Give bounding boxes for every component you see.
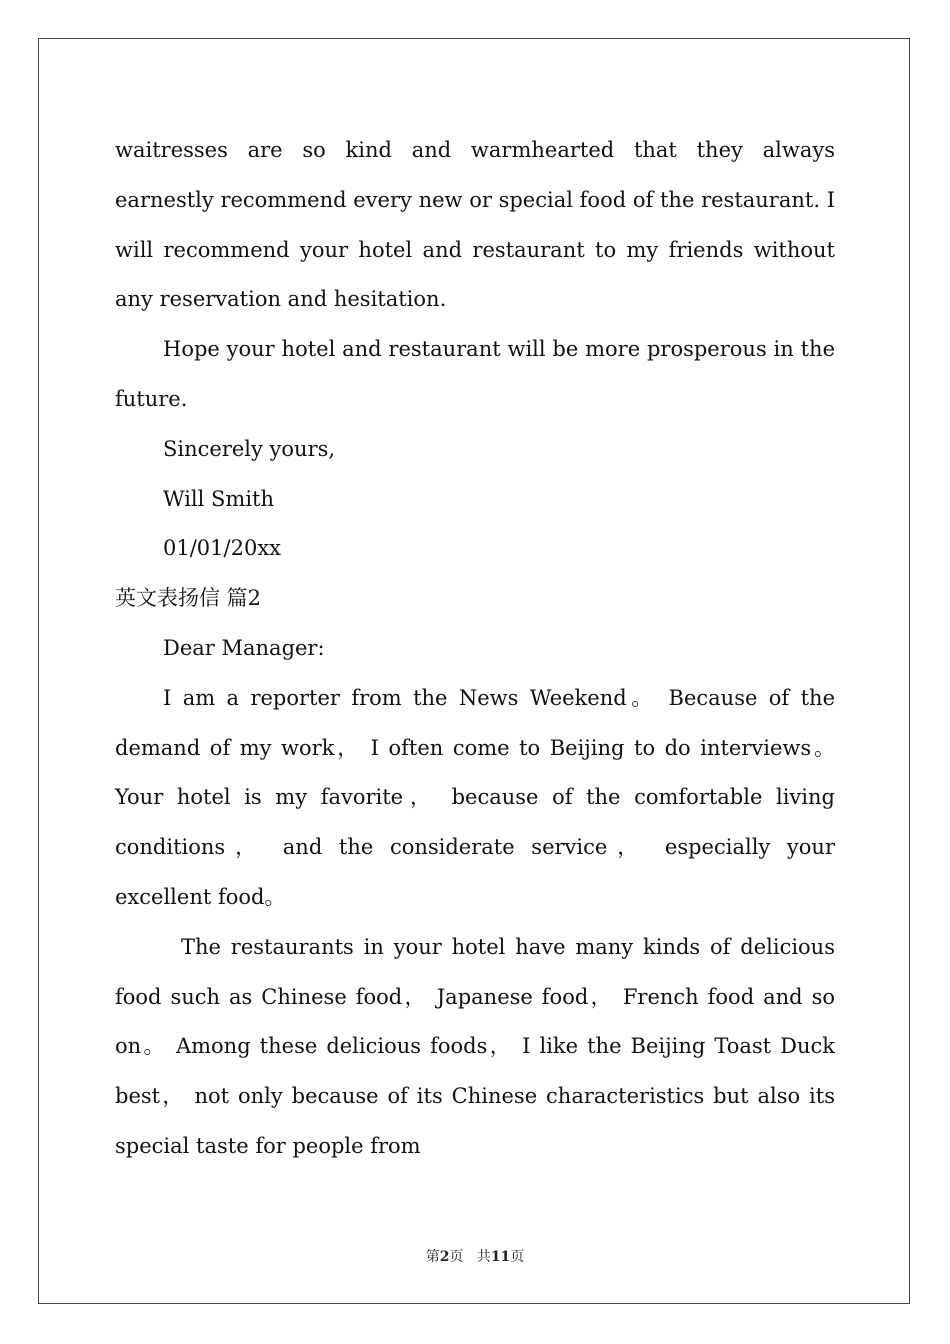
signature-name: Will Smith	[163, 486, 275, 511]
paragraph-wish: Hope your hotel and restaurant will be more prosperous in the future.	[115, 337, 835, 411]
salutation-line: Dear Manager:	[163, 635, 325, 660]
letter-date: 01/01/20xx	[163, 536, 282, 561]
paragraph-recommendation: waitresses are so kind and warmhearted that they always earnestly recommend every new or special food of the restaurant. I will recommend your hotel and restaurant to my friends without any reservation and hesitation.	[115, 138, 835, 312]
footer-current-page: 2	[439, 1249, 450, 1265]
footer-total-prefix: 共	[476, 1249, 491, 1265]
footer-prefix: 第	[425, 1249, 440, 1265]
page-footer	[0, 1248, 950, 1266]
document-body	[115, 126, 835, 1172]
footer-page-label: 页	[449, 1249, 464, 1265]
footer-total-label: 页	[510, 1249, 525, 1265]
paragraph-reporter-intro: I am a reporter from the News Weekend。 Because of the demand of my work， I often come to Beijing to do interviews。 Your hotel is my favorite， because of the comfortable living conditions， and the considerate service， especially your excellent food。	[115, 685, 835, 909]
footer-total-pages: 11	[490, 1249, 511, 1265]
section-heading: 英文表扬信 篇2	[115, 586, 262, 611]
closing-line: Sincerely yours,	[163, 436, 336, 461]
paragraph-restaurants: The restaurants in your hotel have many kinds of delicious food such as Chinese food， Japanese food， French food and so on。 Among these delicious foods， I like the Beijing Toast Duck best， not only because of its Chinese characteristics but also its special taste for people from	[115, 934, 835, 1158]
